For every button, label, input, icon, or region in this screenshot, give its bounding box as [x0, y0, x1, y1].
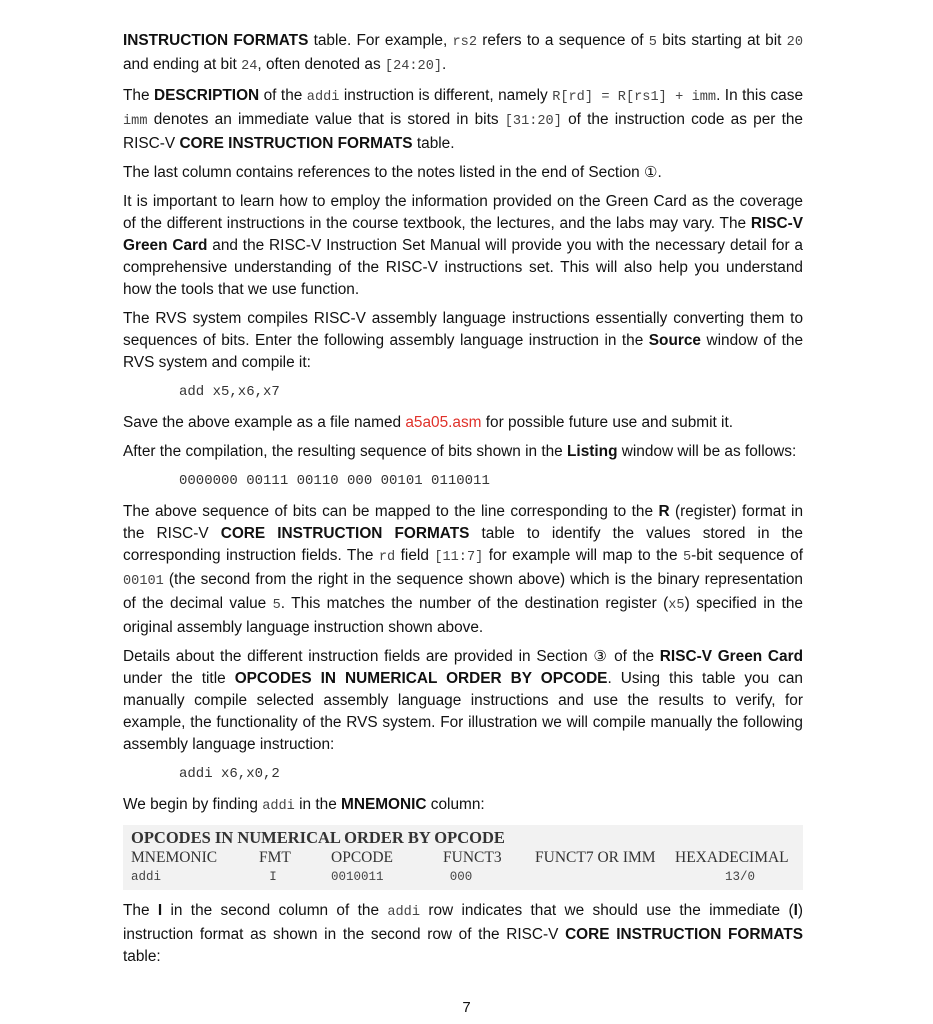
code-term: [24:20]: [384, 59, 443, 74]
text: It is important to learn how to employ the information provided on the Green Card as the coverage of the different instructions in the course textbook, the lectures, and the labs may vary. The: [123, 193, 803, 232]
opcode-table-excerpt: [123, 825, 803, 890]
cell-hex-wrap: [675, 868, 795, 886]
code-term: [31:20]: [504, 114, 562, 129]
text: instruction is different, namely: [339, 87, 553, 104]
code-term: 20: [786, 35, 803, 50]
paragraph-find-addi: [123, 794, 803, 818]
text: After the compilation, the resulting sequence of bits shown in the: [123, 443, 568, 460]
text: bits starting at bit: [656, 32, 787, 49]
bold-term: INSTRUCTION FORMATS: [123, 32, 309, 49]
paragraph-after-compilation: [123, 441, 803, 463]
header-funct7-or-imm: FUNCT7 OR IMM: [535, 849, 656, 866]
text: . This matches the number of the destination register (: [280, 595, 669, 612]
text: . Using this table you can manually compile selected assembly language instructions and use the results to verify, for example, the functionality of the RVS system. For illustration we will compile manually the following assembly language instruction:: [123, 670, 803, 753]
bold-term: Source: [648, 332, 701, 349]
text: table to identify the values stored in the corresponding instruction fields. The: [123, 525, 803, 564]
code-bit-sequence: 0000000 00111 00110 000 00101 0110011: [179, 473, 490, 489]
text: in the: [294, 796, 342, 813]
text: Save the above example as a file named: [123, 414, 406, 431]
bold-term: OPCODES IN NUMERICAL ORDER BY OPCODE: [234, 670, 608, 687]
filename-link: a5a05.asm: [405, 414, 482, 431]
circled-one-icon: ①: [644, 164, 658, 181]
code-term: rd: [378, 550, 396, 565]
text: under the title: [123, 670, 235, 687]
paragraph-save-file: [123, 412, 803, 434]
code-term: 5: [648, 35, 657, 50]
paragraph-green-card: [123, 191, 803, 301]
bold-term: Listing: [567, 443, 618, 460]
text: table.: [412, 135, 455, 152]
text: (register) format in the RISC-V: [123, 503, 804, 542]
code-term: 5: [272, 598, 281, 613]
code-term: R[rd] = R[rs1] + imm: [552, 90, 717, 105]
text: and the RISC-V Instruction Set Manual will provide you with the necessary detail for a comprehensive understanding of the RISC-V instructions set. This will also help you understand how the tools that we use function.: [123, 237, 803, 298]
text: column:: [426, 796, 485, 813]
text: in the second column of the: [162, 902, 388, 919]
text: and ending at bit: [123, 56, 242, 73]
text: , often denoted as: [257, 56, 385, 73]
code-term: [11:7]: [434, 550, 484, 565]
header-funct3: FUNCT3: [443, 849, 502, 866]
header-hexadecimal: HEXADECIMAL: [675, 849, 789, 866]
text: ) instruction format as shown in the second row of the RISC-V: [123, 902, 803, 943]
text: (the second from the right in the sequence shown above) which is the binary representation of the decimal value: [123, 571, 803, 612]
text: row indicates that we should use the immediate (: [419, 902, 794, 919]
table-row: [131, 868, 803, 886]
text: for example will map to the: [483, 547, 683, 564]
code-term: rs2: [452, 35, 477, 50]
text: The above sequence of bits can be mapped to the line corresponding to the: [123, 503, 659, 520]
cell-funct3: 000: [449, 870, 473, 884]
opcode-table-header: [131, 848, 803, 868]
text: of the: [259, 87, 307, 104]
bold-term: RISC-V Green Card: [659, 648, 803, 665]
text: of the: [608, 648, 660, 665]
text: The RVS system compiles RISC-V assembly language instructions essentially converting them to sequences of bits. Enter the following assembly language instruction in the: [123, 310, 803, 349]
paragraph-details-fields: [123, 646, 803, 756]
code-addi-instruction: addi x6,x0,2: [179, 766, 280, 782]
text: ) specified in the original assembly language instruction shown above.: [123, 595, 803, 636]
opcode-table-title: OPCODES IN NUMERICAL ORDER BY OPCODE: [131, 828, 505, 847]
code-term: 24: [241, 59, 258, 74]
text: window of the RVS system and compile it:: [123, 332, 804, 371]
bold-term: CORE INSTRUCTION FORMATS: [179, 135, 413, 152]
cell-hexadecimal: 13/0: [724, 870, 755, 884]
paragraph-rvs-compiles: [123, 308, 803, 374]
code-term: x5: [668, 598, 685, 613]
text: window will be as follows:: [617, 443, 797, 460]
text: The last column contains references to the notes listed in the end of Section: [123, 164, 645, 181]
text: The: [123, 902, 158, 919]
bold-term: I: [793, 902, 798, 919]
code-term: imm: [123, 114, 148, 129]
paragraph-bit-mapping: [123, 501, 803, 639]
text: field: [395, 547, 435, 564]
header-opcode: OPCODE: [331, 849, 394, 866]
bold-term: DESCRIPTION: [153, 87, 260, 104]
text: table:: [123, 948, 161, 965]
text: .: [442, 56, 447, 73]
paragraph-rs2-explanation: [123, 30, 803, 78]
text: Details about the different instruction fields are provided in Section: [123, 648, 594, 665]
bold-term: CORE INSTRUCTION FORMATS: [565, 926, 803, 943]
code-term: addi: [306, 90, 340, 105]
document-body: [123, 30, 803, 975]
code-term: addi: [262, 799, 295, 814]
paragraph-addi-description: [123, 85, 803, 155]
paragraph-i-format: [123, 900, 803, 968]
text: We begin by finding: [123, 796, 263, 813]
text: denotes an immediate value that is stored in bits: [147, 111, 505, 128]
paragraph-last-column: [123, 162, 803, 184]
code-term: 00101: [123, 574, 164, 589]
text: -bit sequence of: [691, 547, 804, 564]
cell-funct3-wrap: [443, 868, 535, 886]
code-add-instruction: add x5,x6,x7: [179, 384, 280, 400]
text: table. For example,: [308, 32, 453, 49]
cell-fmt-wrap: [259, 868, 331, 886]
header-mnemonic: MNEMONIC: [131, 849, 218, 866]
text: The: [123, 87, 154, 104]
page-number: 7: [462, 999, 471, 1016]
bold-term: RISC-V Green Card: [123, 215, 803, 254]
bold-term: CORE INSTRUCTION FORMATS: [220, 525, 470, 542]
bold-term: R: [658, 503, 670, 520]
text: of the instruction code as per the RISC-V: [123, 111, 803, 152]
text: refers to a sequence of: [477, 32, 649, 49]
text: . In this case: [716, 87, 804, 104]
bold-term: I: [157, 902, 163, 919]
circled-three-icon: ③: [593, 648, 609, 665]
cell-opcode: 0010011: [331, 870, 384, 884]
text: for possible future use and submit it.: [481, 414, 734, 431]
bold-term: MNEMONIC: [341, 796, 427, 813]
text: .: [657, 164, 662, 181]
cell-fmt: I: [269, 870, 277, 884]
code-term: 5: [683, 550, 692, 565]
header-fmt: FMT: [259, 849, 291, 866]
code-term: addi: [387, 905, 420, 920]
cell-mnemonic: addi: [131, 870, 162, 884]
